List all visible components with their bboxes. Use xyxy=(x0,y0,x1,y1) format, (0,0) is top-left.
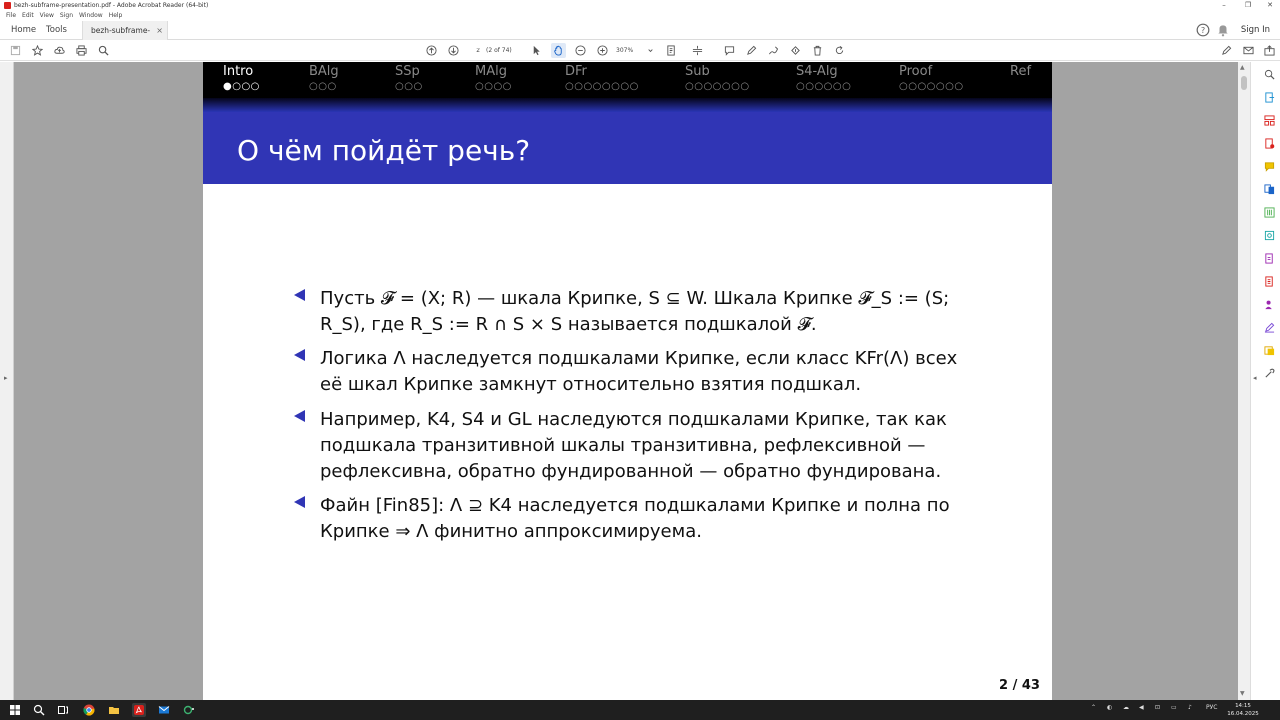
close-window-button[interactable]: ✕ xyxy=(1267,1,1273,9)
menu-view[interactable]: View xyxy=(39,12,54,19)
tab-document-label: bezh-subframe- xyxy=(91,26,151,35)
page-number-input[interactable] xyxy=(471,45,485,56)
acrobat-taskbar-icon[interactable] xyxy=(132,703,146,717)
nav-section-proof[interactable]: Proof xyxy=(899,64,933,79)
nav-gradient-band xyxy=(203,98,1052,112)
menu-bar xyxy=(0,11,1280,21)
acrobat-app-icon xyxy=(4,2,11,9)
request-signature-icon[interactable] xyxy=(1263,298,1276,311)
slide-title-bar xyxy=(203,112,1052,184)
scan-ocr-icon[interactable] xyxy=(1263,229,1276,242)
search-icon[interactable] xyxy=(96,43,111,58)
scroll-mode-icon[interactable] xyxy=(690,43,705,58)
zoom-in-icon[interactable] xyxy=(595,43,610,58)
expand-left-panel-icon[interactable]: ▸ xyxy=(4,374,8,382)
nav-section-sub[interactable]: Sub xyxy=(685,64,710,79)
taskbar-search-icon[interactable] xyxy=(32,703,46,717)
nav-section-s4-alg[interactable]: S4-Alg xyxy=(796,64,838,79)
tray-icon-1[interactable]: ◐ xyxy=(1107,704,1113,711)
collapse-right-panel-icon[interactable]: ◂ xyxy=(1253,374,1257,382)
nav-dots-s4-alg[interactable]: ○○○○○○ xyxy=(796,81,852,92)
stamp-icon[interactable] xyxy=(788,43,803,58)
notification-bell-icon[interactable] xyxy=(1216,23,1230,37)
minimize-button[interactable]: – xyxy=(1222,1,1226,9)
tray-speaker-icon[interactable]: ♪ xyxy=(1188,704,1192,711)
prepare-form-icon[interactable] xyxy=(1263,275,1276,288)
tab-home[interactable]: Home xyxy=(11,25,37,35)
nav-dots-balg[interactable]: ○○○ xyxy=(309,81,337,92)
star-icon[interactable] xyxy=(30,43,45,58)
nav-dots-dfr[interactable]: ○○○○○○○○ xyxy=(565,81,639,92)
next-page-icon[interactable] xyxy=(446,43,461,58)
tray-network-icon[interactable]: ⊡ xyxy=(1155,704,1161,711)
nav-section-ssp[interactable]: SSp xyxy=(395,64,420,79)
svg-text:?: ? xyxy=(1200,24,1206,35)
window-titlebar xyxy=(0,0,1280,11)
zoom-level-field[interactable]: 307% xyxy=(616,47,634,54)
bullet-triangle-icon xyxy=(294,289,305,301)
menu-edit[interactable]: Edit xyxy=(22,12,34,19)
print-icon[interactable] xyxy=(74,43,89,58)
nav-dots-intro[interactable]: ●○○○ xyxy=(223,81,260,92)
send-for-review-icon[interactable] xyxy=(1263,344,1276,357)
page-fit-icon[interactable] xyxy=(664,43,679,58)
nav-section-balg[interactable]: BAlg xyxy=(309,64,339,79)
tray-cloud-icon[interactable]: ☁ xyxy=(1123,704,1129,711)
left-panel-toggle[interactable] xyxy=(0,62,14,700)
taskbar-clock[interactable] xyxy=(1224,702,1262,718)
draw-icon[interactable] xyxy=(766,43,781,58)
tab-document[interactable] xyxy=(82,21,168,40)
windows-taskbar xyxy=(0,700,1280,720)
bullet-text: Логика Λ наследуется подшкалами Крипке, если класс KFr(Λ) всех её шкал Крипке замкнут относительно взятия подшкал. xyxy=(320,348,958,395)
more-tools-icon[interactable] xyxy=(1263,367,1276,380)
scrollbar-thumb[interactable] xyxy=(1241,76,1247,90)
export-pdf-icon[interactable] xyxy=(1263,91,1276,104)
nav-dots-ssp[interactable]: ○○○ xyxy=(395,81,423,92)
edit-pdf-tool-icon[interactable] xyxy=(1263,206,1276,219)
delete-icon[interactable] xyxy=(810,43,825,58)
bullet-text: Пусть 𝓕 = (X; R) — шкала Крипке, S ⊆ W. Шкала Крипке 𝓕_S := (S; R_S), где R_S := R ∩ S × S называется подшкалой 𝓕. xyxy=(320,288,950,335)
rotate-icon[interactable] xyxy=(832,43,847,58)
slide-page-number: 2 / 43 xyxy=(999,678,1040,693)
close-tab-icon[interactable]: × xyxy=(156,26,163,35)
help-icon[interactable] xyxy=(1196,23,1210,37)
edit-pdf-icon[interactable] xyxy=(1219,43,1234,58)
sign-in-button[interactable]: Sign In xyxy=(1240,25,1270,35)
tab-tools[interactable]: Tools xyxy=(46,25,67,35)
menu-sign[interactable]: Sign xyxy=(59,12,74,19)
menu-file[interactable]: File xyxy=(6,12,17,19)
mail-app-icon[interactable] xyxy=(157,703,171,717)
pen-icon[interactable] xyxy=(744,43,759,58)
slide-section-navigation xyxy=(203,62,1052,98)
bullet-triangle-icon xyxy=(294,496,305,508)
tray-battery-icon[interactable]: ▭ xyxy=(1171,704,1177,711)
page-count-label: (2 of 74) xyxy=(486,47,512,54)
file-explorer-icon[interactable] xyxy=(107,703,121,717)
slide-title: О чём пойдёт речь? xyxy=(237,134,531,167)
start-windows-icon[interactable] xyxy=(8,703,22,717)
scroll-up-icon[interactable]: ▲ xyxy=(1240,64,1245,71)
email-icon[interactable] xyxy=(1241,43,1256,58)
clock-date: 16.04.2025 xyxy=(1227,711,1259,717)
nav-dots-proof[interactable]: ○○○○○○○ xyxy=(899,81,964,92)
tray-volume-icon[interactable]: ◀ xyxy=(1139,704,1144,711)
terminal-app-icon[interactable] xyxy=(182,703,196,717)
scroll-down-icon[interactable]: ▼ xyxy=(1240,690,1245,697)
zoom-out-icon[interactable] xyxy=(573,43,588,58)
share-icon[interactable] xyxy=(1262,43,1277,58)
menu-window[interactable]: Window xyxy=(79,12,103,19)
fill-sign-icon[interactable] xyxy=(1263,321,1276,334)
nav-dots-malg[interactable]: ○○○○ xyxy=(475,81,512,92)
hand-tool-icon[interactable] xyxy=(551,43,566,58)
bullet-triangle-icon xyxy=(294,349,305,361)
select-cursor-icon[interactable] xyxy=(529,43,544,58)
bullet-triangle-icon xyxy=(294,410,305,422)
bullet-text: Например, K4, S4 и GL наследуются подшкалами Крипке, так как подшкала транзитивной шкалы транзитивна, рефлексивной — рефлексивна, обратно фундированной — обратно фундирована. xyxy=(320,409,947,482)
previous-page-icon[interactable] xyxy=(424,43,439,58)
vertical-scrollbar[interactable] xyxy=(1238,62,1250,700)
window-title: bezh-subframe-presentation.pdf - Adobe Acrobat Reader (64-bit) xyxy=(14,2,209,9)
nav-section-dfr[interactable]: DFr xyxy=(565,64,587,79)
combine-files-icon[interactable] xyxy=(1263,183,1276,196)
pdf-page xyxy=(203,62,1052,700)
language-indicator[interactable]: РУС xyxy=(1206,704,1218,711)
bullet-text: Файн [Fin85]: Λ ⊇ K4 наследуется подшкалами Крипке и полна по Крипке ⇒ Λ финитно аппроксимируема. xyxy=(320,495,950,542)
cloud-upload-icon[interactable] xyxy=(52,43,67,58)
nav-section-ref[interactable]: Ref xyxy=(1010,64,1032,79)
tray-overflow-chevron-icon[interactable]: ⌃ xyxy=(1091,704,1097,711)
menu-help[interactable]: Help xyxy=(108,12,123,19)
clock-time: 14:15 xyxy=(1235,703,1251,709)
save-icon[interactable] xyxy=(8,43,23,58)
create-pdf-icon[interactable] xyxy=(1263,137,1276,150)
task-view-icon[interactable] xyxy=(56,703,70,717)
protect-icon[interactable] xyxy=(1263,252,1276,265)
nav-section-intro[interactable]: Intro xyxy=(223,64,254,79)
right-tools-panel xyxy=(1250,62,1280,700)
search-tool-icon[interactable] xyxy=(1263,68,1276,81)
nav-dots-sub[interactable]: ○○○○○○○ xyxy=(685,81,750,92)
chrome-icon[interactable] xyxy=(82,703,96,717)
comment-tool-icon[interactable] xyxy=(1263,160,1276,173)
comment-icon[interactable] xyxy=(722,43,737,58)
nav-section-malg[interactable]: MAlg xyxy=(475,64,507,79)
restore-button[interactable]: ❐ xyxy=(1244,1,1252,9)
organize-pages-icon[interactable] xyxy=(1263,114,1276,127)
tab-bar xyxy=(0,21,1280,40)
